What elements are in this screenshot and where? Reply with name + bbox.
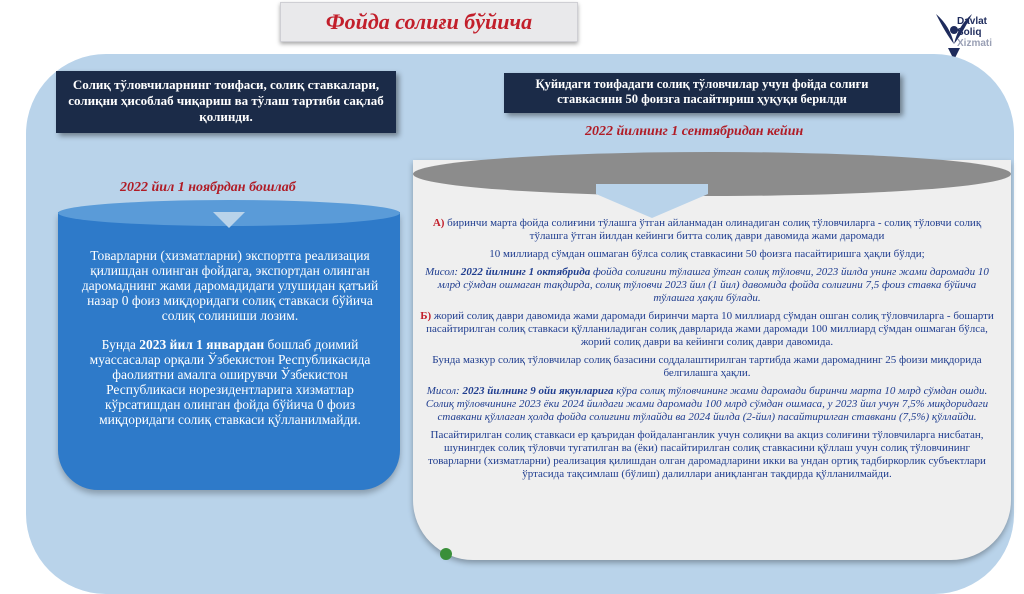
left-body [72,248,388,441]
right-item-a: А) биринчи марта фойда солиғини тўлашга ўтган айланмадан олинадиган солиқ тўловчиларга - солиқ тўловчи солиқ тўлашга ўтган йилдан кейинги битта солиқ даври давомида жами даромади [432,217,982,242]
left-arrow-icon [213,212,245,228]
right-example-2: Мисол: 2023 йилнинг 9 ойи якунларига кўра солиқ тўловчининг жами даромади биринчи марта 10 млрд сўмдан ошди. Солиқ тўловчининг 2023 ёки 2024 йилдаги жами даромади 100 млрд сўмдан ошмаса, у 2023 йил учун 7,5% миқдоридаги ставкани қўллаган ҳолда фойда солиғини тўлайди ва 2024 йилда (2-йил) пасайтирилган ставкани (7,5%) қўллайди. [425,385,989,423]
logo-line-1: Davlat [957,16,988,27]
logo-text [957,16,992,49]
page-title: Фойда солиғи бўйича [325,9,533,34]
green-dot-icon [440,548,452,560]
left-date: 2022 йил 1 ноябрдан бошлаб [120,180,296,195]
right-arrow-icon [596,184,708,218]
left-para-1: Товарларни (хизматларни) экспортга реализация қилишдан олинган фойдага, экспортдан олинган даромаднинг жами даромадидаги улушидан қатъий назар 0 фоиз миқдоридаги солиқ ставкаси бўйича солиқ солиниши лозим. [81,248,379,323]
title-banner [280,2,578,42]
right-body [420,217,994,486]
right-header: Қуйидаги тоифадаги солиқ тўловчилар учун фойда солиғи ставкасини 50 фоизга пасайтириш ҳуқуқи берилди [504,73,900,113]
left-para-2: Бунда 2023 йил 1 январдан бошлаб доимий муассасалар орқали Ўзбекистон Республикасида фаолиятни амалга оширувчи Ўзбекистон Республикаси норезидентларига хизматлар кўрсатишдан олинган фойда бўйича 0 фоиз миқдоридаги солиқ ставкаси қўлланилмайди. [89,337,371,427]
logo-line-2: Soliq [957,27,982,38]
logo-line-3: Xizmati [957,38,993,49]
right-item-a-cont: 10 миллиард сўмдан ошмаган бўлса солиқ ставкасини 50 фоизга пасайтиришга ҳақли бўлди; [489,248,925,260]
right-date: 2022 йилнинг 1 сентябридан кейин [585,124,804,139]
right-note: Бунда мазкур солиқ тўловчилар солиқ базасини соддалаштирилган тартибда жами даромаднинг 25 фоизи миқдорида белгилашга ҳақли. [432,354,982,379]
right-example-1: Мисол: 2022 йилнинг 1 октябрида фойда солиғини тўлашга ўтган солиқ тўловчи, 2023 йилда унинг жами даромади 10 млрд сўмдан ошмаган тақдирда, солиқ тўловчи 2023 йил (1 йил) давомида фойда солиғини 7,5 фоиз ставка бўйича тўлашга ҳақли бўлади. [425,266,989,304]
left-header: Солиқ тўловчиларнинг тоифаси, солиқ ставкалари, солиқни ҳисоблаб чиқариш ва тўлаш тартиби сақлаб қолинди. [56,71,396,133]
right-final: Пасайтирилган солиқ ставкаси ер қаъридан фойдаланганлик учун солиқни ва акциз солиғини тўловчиларга нисбатан, шунингдек солиқ тўловчи тугатилган ва (ёки) пасайтирилган солиқ ставкасини қўллаш учун солиқ тўловчининг товарларни (хизматларни) реализация қилишдан олган даромадларини икки ва ундан ортиқ тадбиркорлик субъектлари ўртасида тақсимлаш (бўлиш) далиллари аниқланган тақдирда қўлланилмайди. [428,429,986,480]
right-item-b: Б) жорий солиқ даври давомида жами даромади биринчи марта 10 миллиард сўмдан ошган солиқ тўловчиларга - бошарти пасайтирилган солиқ ставкаси қўлланиладиган солиқ даврларида жами даромади 100 миллиард сўмдан ошмаган бўлса, жорий солиқ даври ва кейинги солиқ даври давомида. [420,310,994,348]
